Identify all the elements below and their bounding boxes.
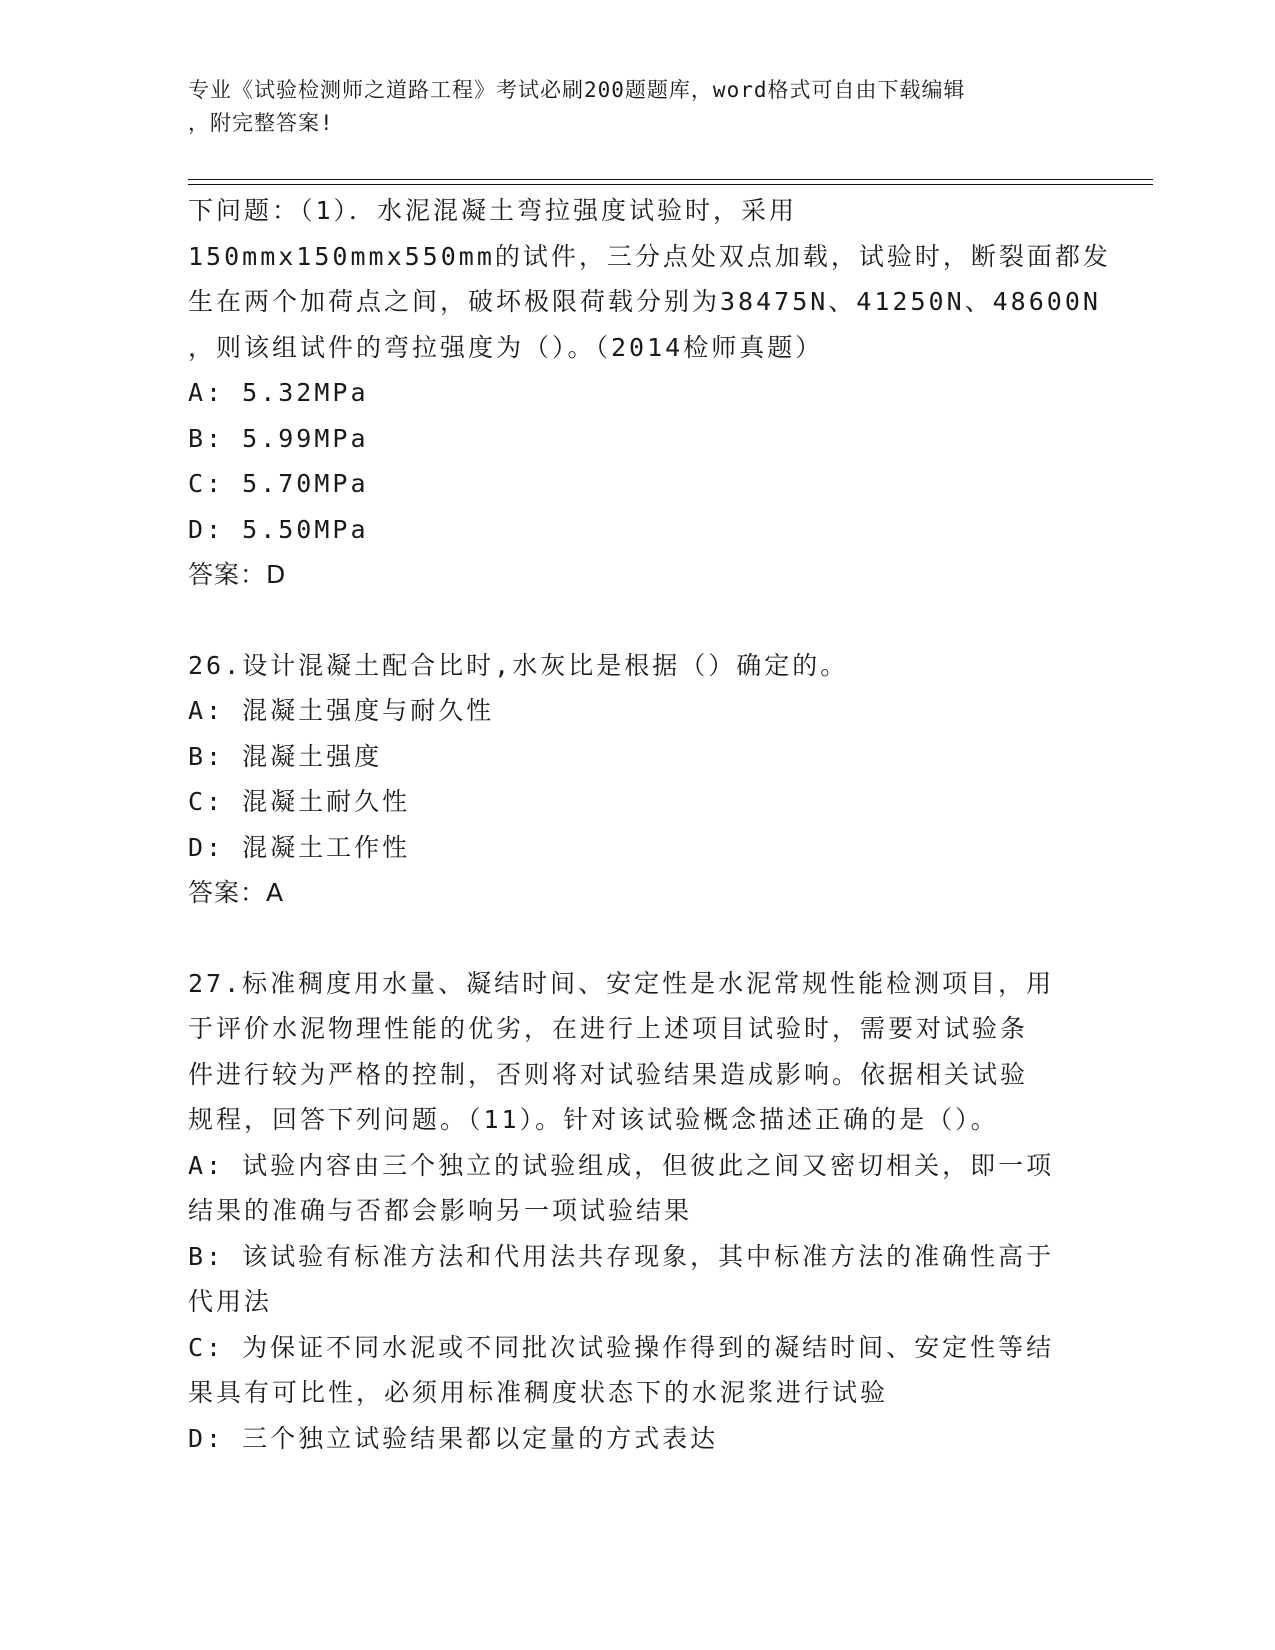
question-26-answer: 答案：A	[188, 878, 285, 907]
question-25-stem-line-2: 150mmx150mmx550mm的试件，三分点处双点加载，试验时，断裂面都发	[188, 241, 1111, 271]
question-25-stem-line-1: 下问题：（1）．水泥混凝土弯拉强度试验时，采用	[188, 196, 798, 225]
question-spacer	[188, 598, 1088, 643]
question-27-option-c-line-1: C: 为保证不同水泥或不同批次试验操作得到的凝结时间、安定性等结	[188, 1332, 1055, 1362]
question-25-stem-line-3: 生在两个加荷点之间，破坏极限荷载分别为38475N、41250N、48600N	[188, 287, 1101, 316]
header-title-line-2: ，附完整答案!	[188, 111, 334, 135]
question-27-stem-line-1: 27.标准稠度用水量、凝结时间、安定性是水泥常规性能检测项目，用	[188, 968, 1055, 998]
question-25-option-d: D: 5.50MPa	[188, 514, 369, 544]
question-26-option-a: A: 混凝土强度与耐久性	[188, 696, 495, 725]
question-26-stem: 26.设计混凝土配合比时,水灰比是根据（）确定的。	[188, 650, 849, 680]
question-spacer	[188, 916, 1088, 961]
question-25-option-a: A: 5.32MPa	[188, 378, 369, 407]
question-27-stem-line-4: 规程，回答下列问题。（11）。针对该试验概念描述正确的是（）。	[188, 1105, 999, 1134]
question-27-stem-line-3: 件进行较为严格的控制，否则将对试验结果造成影响。依据相关试验	[188, 1059, 1029, 1089]
question-26-option-b: B: 混凝土强度	[188, 741, 383, 771]
document-body	[188, 188, 1111, 1461]
question-27-option-a-line-1: A: 试验内容由三个独立的试验组成，但彼此之间又密切相关，即一项	[188, 1150, 1055, 1180]
question-27-option-d: D: 三个独立试验结果都以定量的方式表达	[188, 1423, 719, 1453]
question-25	[188, 188, 1111, 598]
question-27-option-c-line-2: 果具有可比性，必须用标准稠度状态下的水泥浆进行试验	[188, 1378, 889, 1407]
header-title-line-1: 专业《试验检测师之道路工程》考试必刷200题题库，word格式可自由下载编辑	[188, 78, 966, 102]
question-25-answer: 答案：D	[188, 560, 287, 589]
question-26-option-c: C: 混凝土耐久性	[188, 787, 411, 816]
question-25-stem-line-4: ，则该组试件的弯拉强度为（）。（2014检师真题）	[188, 332, 824, 362]
question-27-option-b-line-1: B: 该试验有标准方法和代用法共存现象，其中标准方法的准确性高于	[188, 1241, 1055, 1271]
question-27-option-b-line-2: 代用法	[188, 1287, 273, 1316]
question-27-option-a-line-2: 结果的准确与否都会影响另一项试验结果	[188, 1196, 693, 1225]
question-26	[188, 643, 1088, 916]
question-26-option-d: D: 混凝土工作性	[188, 832, 411, 862]
question-25-option-c: C: 5.70MPa	[188, 469, 369, 498]
document-header	[188, 74, 1148, 140]
question-27	[188, 961, 1088, 1462]
header-divider-top	[188, 179, 1153, 180]
question-27-stem-line-2: 于评价水泥物理性能的优劣，在进行上述项目试验时，需要对试验条	[188, 1014, 1029, 1043]
question-25-option-b: B: 5.99MPa	[188, 423, 369, 453]
header-divider-bottom	[188, 184, 1153, 185]
